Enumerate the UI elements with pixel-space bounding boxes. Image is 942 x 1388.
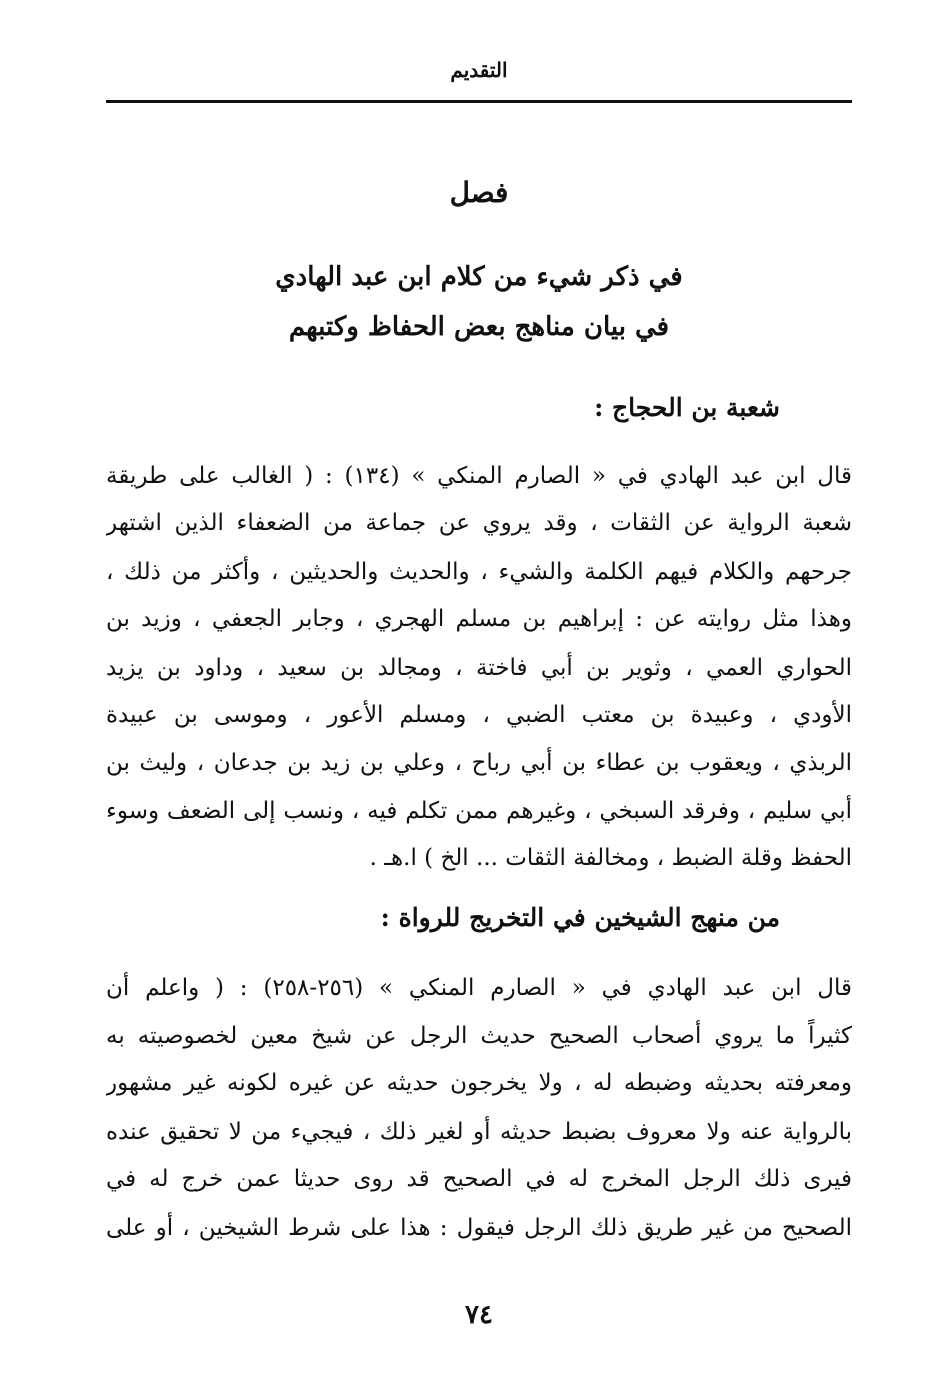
- paragraph-line: جرحهم والكلام فيهم الكلمة والشيء ، والحديث والحديثين ، وأكثر من ذلك ،: [106, 559, 852, 585]
- paragraph-line: بالرواية عنه ولا معروف بضبط حديثه أو لغير ذلك ، فيجيء من لا تحقيق عنده: [106, 1119, 852, 1145]
- page-number: ٧٤: [465, 1300, 493, 1330]
- paragraph-line: وهذا مثل روايته عن : إبراهيم بن مسلم الهجري ، وجابر الجعفي ، وزيد بن: [106, 606, 852, 632]
- chapter-title: فصل: [449, 176, 509, 209]
- paragraph-line: شعبة الرواية عن الثقات ، وقد يروي عن جماعة من الضعفاء الذين اشتهر: [106, 510, 852, 536]
- section-heading-shaykhayn: من منهج الشيخين في التخريج للرواة :: [380, 903, 780, 932]
- paragraph-line: أبي سليم ، وفرقد السبخي ، وغيرهم ممن تكلم فيه ، ونسب إلى الضعف وسوء: [106, 798, 852, 824]
- paragraph-line: الربذي ، ويعقوب بن عطاء بن أبي رباح ، وعلي بن زيد بن جدعان ، وليث بن: [106, 750, 852, 776]
- paragraph-line: كثيراً ما يروي أصحاب الصحيح حديث الرجل عن شيخ معين لخصوصيته به: [106, 1023, 852, 1049]
- paragraph-line: فيرى ذلك الرجل المخرج له في الصحيح قد روى حديثا عمن خرج له في: [106, 1166, 852, 1192]
- paragraph-line: الصحيح من غير طريق ذلك الرجل فيقول : هذا على شرط الشيخين ، أو على: [106, 1215, 852, 1241]
- chapter-subtitle-line-2: في بيان مناهج بعض الحفاظ وكتبهم: [288, 312, 670, 342]
- chapter-subtitle-line-1: في ذكر شيء من كلام ابن عبد الهادي: [275, 262, 683, 292]
- section-heading-shuba: شعبة بن الحجاج :: [594, 393, 780, 422]
- header-rule: [106, 100, 852, 103]
- paragraph-line: الحفظ وقلة الضبط ، ومخالفة الثقات ... الخ ) ا.هـ .: [369, 845, 852, 871]
- paragraph-line: الأودي ، وعبيدة بن معتب الضبي ، ومسلم الأعور ، وموسى بن عبيدة: [106, 702, 852, 728]
- paragraph-line: الحواري العمي ، وثوير بن أبي فاختة ، ومجالد بن سعيد ، وداود بن يزيد: [106, 655, 852, 681]
- paragraph-line: قال ابن عبد الهادي في « الصارم المنكي » (٢٥٦-٢٥٨) : ( واعلم أن: [106, 975, 852, 1001]
- running-header: التقديم: [450, 58, 508, 82]
- paragraph-line: ومعرفته بحديثه وضبطه له ، ولا يخرجون حديثه عن غيره لكونه غير مشهور: [106, 1070, 852, 1096]
- paragraph-line: قال ابن عبد الهادي في « الصارم المنكي » (١٣٤) : ( الغالب على طريقة: [106, 463, 852, 489]
